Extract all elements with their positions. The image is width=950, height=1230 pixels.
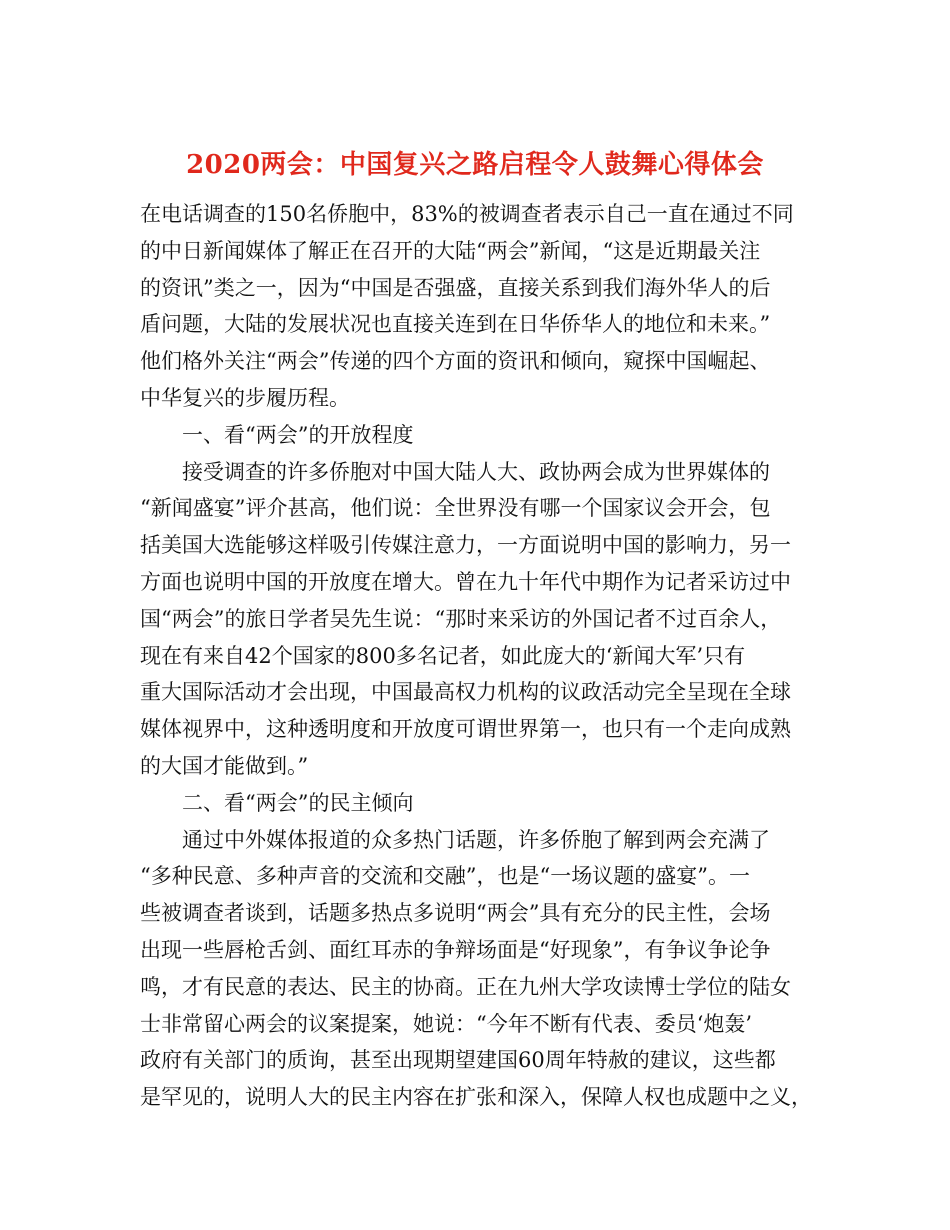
text-line: 些被调查者谈到，话题多热点多说明“两会”具有充分的民主性，会场 [140,901,771,926]
text-line: 的中日新闻媒体了解正在召开的大陆“两会”新闻，“这是近期最关注 [140,238,761,263]
text-line: 现在有来自42个国家的800多名记者，如此庞大的‘新闻大军’只有 [140,643,746,668]
text-line: 的资讯”类之一，因为“中国是否强盛，直接关系到我们海外华人的后 [140,275,771,300]
text-line: 一、看“两会”的开放程度 [182,422,414,447]
text-line: 是罕见的，说明人大的民主内容在扩张和深入，保障人权也成题中之义， [140,1085,812,1110]
text-line: 国“两会”的旅日学者吴先生说：“那时来采访的外国记者不过百余人， [140,606,782,631]
text-line: 括美国大选能够这样吸引传媒注意力，一方面说明中国的影响力，另一 [140,533,791,558]
text-line: 盾问题，大陆的发展状况也直接关连到在日华侨华人的地位和未来。” [140,312,771,337]
document-body [140,196,820,1116]
text-line: 媒体视界中，这种透明度和开放度可谓世界第一，也只有一个走向成熟 [140,717,791,742]
text-line: 接受调查的许多侨胞对中国大陆人大、政协两会成为世界媒体的 [182,459,770,484]
text-line: “多种民意、多种声音的交流和交融”，也是“一场议题的盛宴”。一 [140,864,750,889]
text-line: 鸣，才有民意的表达、民主的协商。正在九州大学攻读博士学位的陆女 [140,974,791,999]
text-line: 出现一些唇枪舌剑、面红耳赤的争辩场面是“好现象”，有争议争论争 [140,937,771,962]
text-line: 中华复兴的步履历程。 [140,385,350,410]
text-line: 政府有关部门的质询，甚至出现期望建国60周年特赦的建议，这些都 [140,1048,776,1073]
text-line: 通过中外媒体报道的众多热门话题，许多侨胞了解到两会充满了 [182,827,770,852]
document-title: 2020两会：中国复兴之路启程令人鼓舞心得体会 [186,150,764,181]
text-line: “新闻盛宴”评介甚高，他们说：全世界没有哪一个国家议会开会，包 [140,496,771,521]
text-line: 方面也说明中国的开放度在增大。曾在九十年代中期作为记者采访过中 [140,569,791,594]
text-line: 重大国际活动才会出现，中国最高权力机构的议政活动完全呈现在全球 [140,680,791,705]
text-line: 二、看“两会”的民主倾向 [182,790,414,815]
text-line: 他们格外关注“两会”传递的四个方面的资讯和倾向，窥探中国崛起、 [140,349,771,374]
text-line: 的大国才能做到。” [140,753,309,778]
text-line: 在电话调查的150名侨胞中，83%的被调查者表示自己一直在通过不同 [140,202,794,226]
text-line: 士非常留心两会的议案提案，她说：“今年不断有代表、委员‘炮轰’ [140,1011,753,1036]
